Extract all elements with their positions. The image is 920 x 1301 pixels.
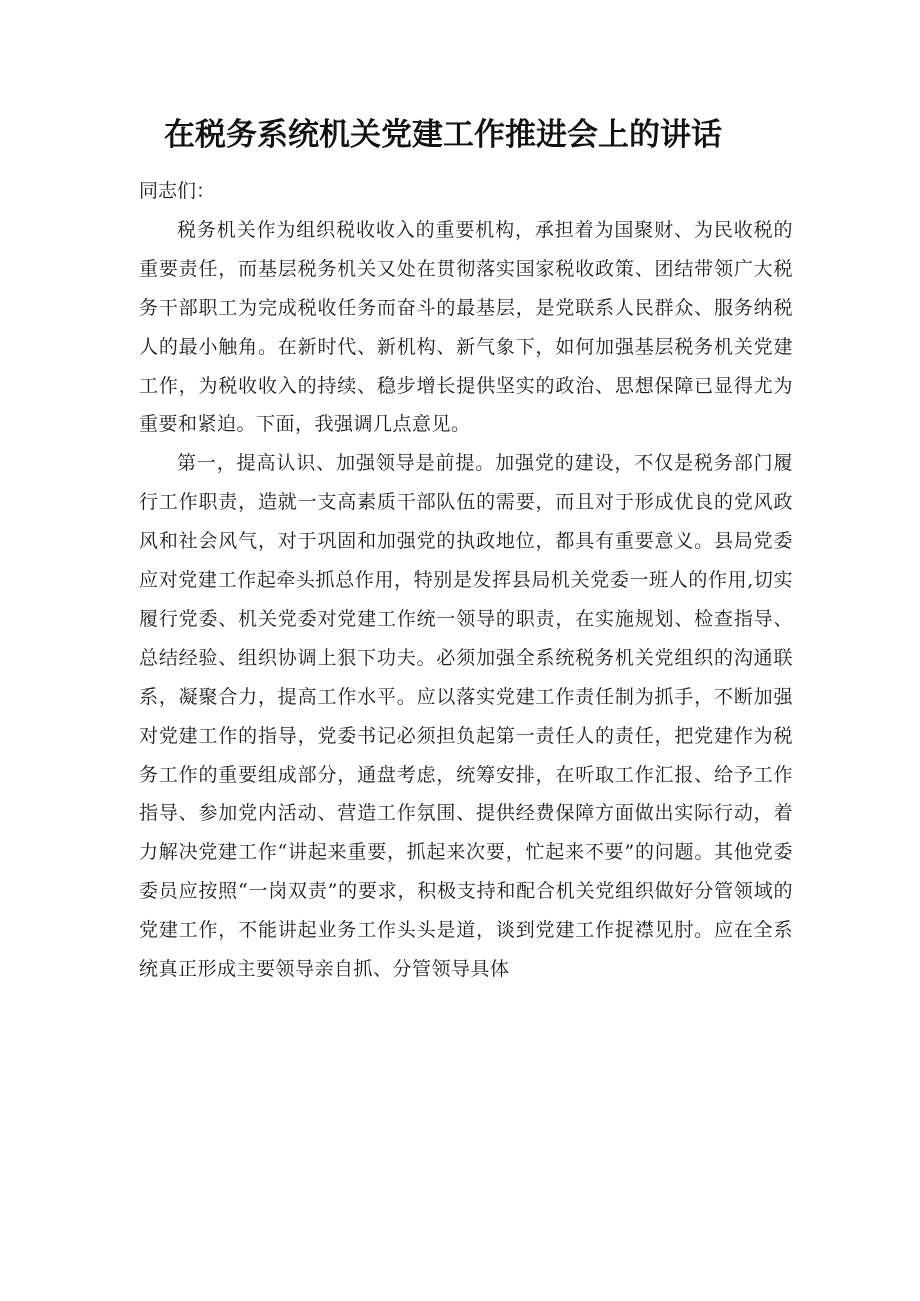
document-body <box>139 172 793 989</box>
paragraph-first-point: 第一，提高认识、加强领导是前提。加强党的建设，不仅是税务部门履行工作职责，造就一支高素质干部队伍的需要，而且对于形成优良的党风政风和社会风气，对于巩固和加强党的执政地位，都具有重要意义。县局党委应对党建工作起牵头抓总作用，特别是发挥县局机关党委一班人的作用,切实履行党委、机关党委对党建工作统一领导的职责，在实施规划、检查指导、总结经验、组织协调上狠下功夫。必须加强全系统税务机关党组织的沟通联系，凝聚合力，提高工作水平。应以落实党建工作责任制为抓手，不断加强对党建工作的指导，党委书记必须担负起第一责任人的责任，把党建作为税务工作的重要组成部分，通盘考虑，统筹安排，在听取工作汇报、给予工作指导、参加党内活动、营造工作氛围、提供经费保障方面做出实际行动，着力解决党建工作“讲起来重要，抓起来次要，忙起来不要”的问题。其他党委委员应按照“一岗双责”的要求，积极支持和配合机关党组织做好分管领域的党建工作，不能讲起业务工作头头是道，谈到党建工作捉襟见肘。应在全系统真正形成主要领导亲自抓、分管领导具体 <box>139 452 793 981</box>
salutation: 同志们： <box>139 180 216 202</box>
paragraph-intro: 税务机关作为组织税收收入的重要机构，承担着为国聚财、为民收税的重要责任，而基层税务机关又处在贯彻落实国家税收政策、团结带领广大税务干部职工为完成税收任务而奋斗的最基层，是党联系人民群众、服务纳税人的最小触角。在新时代、新机构、新气象下，如何加强基层税务机关党建工作，为税收收入的持续、稳步增长提供坚实的政治、思想保障已显得尤为重要和紧迫。下面，我强调几点意见。 <box>139 218 793 436</box>
document-title: 在税务系统机关党建工作推进会上的讲话 <box>164 117 722 153</box>
